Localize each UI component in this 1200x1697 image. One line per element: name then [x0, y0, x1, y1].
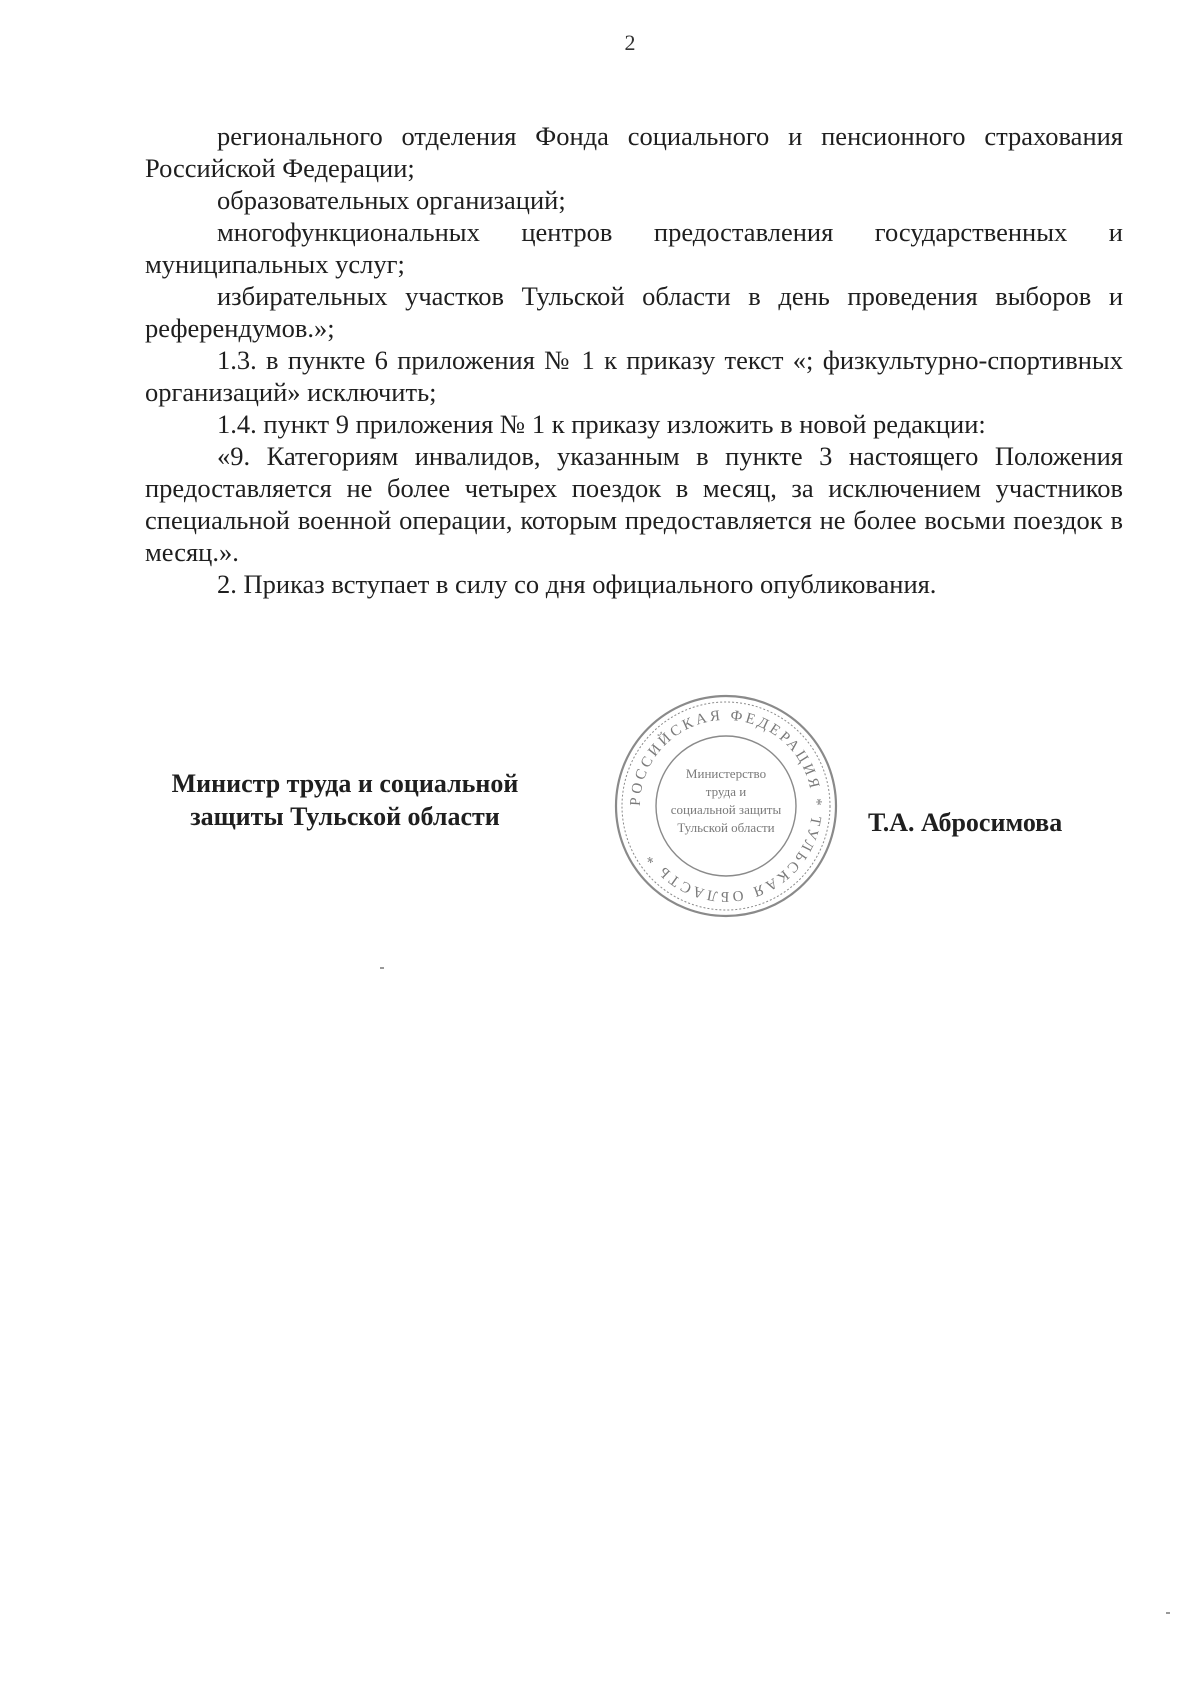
- seal-line: Министерство: [685, 766, 767, 781]
- paragraph: избирательных участков Тульской области в день проведения выборов и референдумов.»;: [145, 281, 1123, 343]
- signatory-name: Т.А. Абросимова: [868, 808, 1063, 837]
- scan-speck: [380, 967, 384, 969]
- paragraph: 2. Приказ вступает в силу со дня официального опубликования.: [217, 569, 937, 599]
- paragraph: 1.4. пункт 9 приложения № 1 к приказу изложить в новой редакции:: [217, 409, 986, 439]
- seal-line: Тульской области: [677, 820, 775, 835]
- paragraph: «9. Категориям инвалидов, указанным в пункте 3 настоящего Положения предоставляется не более четырех поездок в месяц, за исключением участников специальной военной операции, которым предоставляется не более восьми поездок в месяц.».: [145, 441, 1123, 567]
- seal-inner-text: [671, 766, 782, 835]
- signatory-position-line: Министр труда и социальной: [171, 769, 519, 798]
- signatory-position-line: защиты Тульской области: [190, 802, 500, 831]
- official-seal-stamp: [606, 686, 846, 926]
- paragraph: образовательных организаций;: [217, 185, 566, 215]
- seal-outer-text-path: РОССИЙСКАЯ ФЕДЕРАЦИЯ * ТУЛЬСКАЯ ОБЛАСТЬ *: [627, 707, 825, 905]
- seal-line: социальной защиты: [670, 802, 782, 817]
- page-number: 2: [624, 30, 636, 55]
- signatory-position: [145, 767, 545, 833]
- seal-line: труда и: [705, 784, 747, 799]
- scan-speck: [1166, 1612, 1170, 1614]
- paragraph: регионального отделения Фонда социального и пенсионного страхования Российской Федерации;: [145, 121, 1123, 183]
- document-body: [145, 120, 1123, 600]
- paragraph: 1.3. в пункте 6 приложения № 1 к приказу текст «; физкультурно-спортивных организаций» исключить;: [145, 345, 1123, 407]
- paragraph: многофункциональных центров предоставления государственных и муниципальных услуг;: [145, 217, 1123, 279]
